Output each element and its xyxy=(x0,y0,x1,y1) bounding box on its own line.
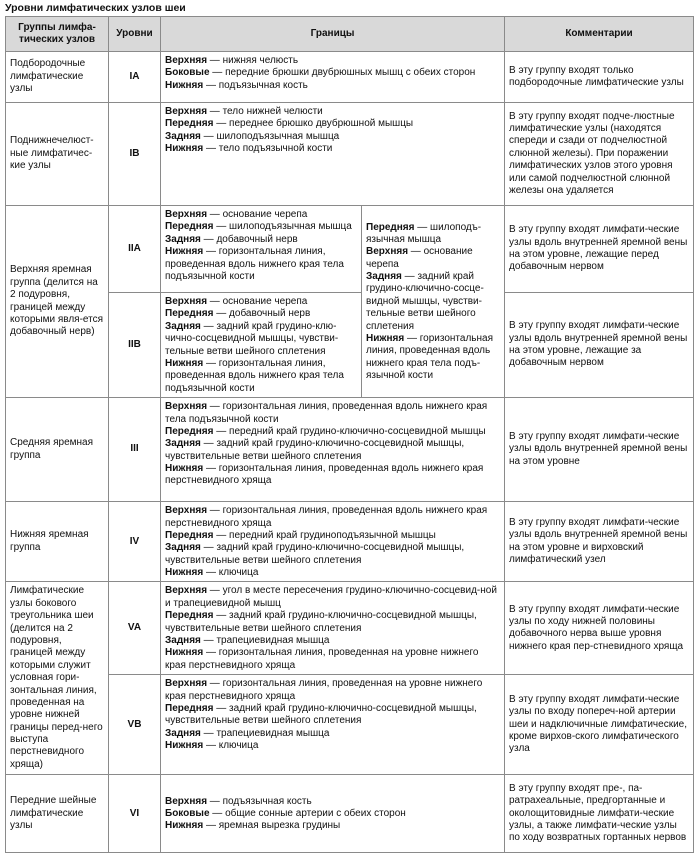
bounds-cell: Верхняя — угол в месте пересечения грудино-ключично-сосцевид-ной и трапециевидной мышц Передняя — задний край грудино-ключично-сосцевидной мышцы, чувствительные ветви шейного сплетения Задняя — трапециевидная мышца Нижняя — горизонтальная линия, проведенная на уровне нижнего края перстневидного хряща xyxy=(161,582,505,675)
comment-cell: В эту группу входят подче-люстные лимфатические узлы (находятся спереди и сзади от подчелюстной слюнной железы). При поражении лимфатических узлов этого уровня или самой подчелюстной слюнной железы она удаляется xyxy=(505,103,694,206)
table-row xyxy=(6,675,694,775)
comment-cell: В эту группу входят только подбородочные лимфатические узлы xyxy=(505,52,694,103)
group-cell: Верхняя яремная группа (делится на 2 подуровня, границей между которыми явля-ется добавочный нерв) xyxy=(6,206,109,398)
table-row xyxy=(6,206,694,293)
header-comments: Комментарии xyxy=(505,17,694,52)
level-cell: VA xyxy=(109,582,161,675)
comment-cell: В эту группу входят пре-, па-ратрахеальные, предгортанные и околощитовидные лимфати-ческие узлы, а также лимфати-ческие узлы по ходу возвратных гортанных нервов xyxy=(505,775,694,853)
shared-bounds-cell: Передняя — шилоподъ-язычная мышца Верхняя — основание черепа Задняя — задний край грудино-ключично-сосце-видной мышцы, чувстви-тельные ветви шейного сплетения Нижняя — горизонтальная линия, проведенная вдоль нижнего края тела подъ-язычной кости xyxy=(362,206,505,398)
level-cell: IIB xyxy=(109,293,161,398)
comment-cell: В эту группу входят лимфати-ческие узлы вдоль внутренней яремной вены на этом уровне xyxy=(505,398,694,502)
level-cell: VB xyxy=(109,675,161,775)
table-row xyxy=(6,398,694,502)
group-cell: Нижняя яремная группа xyxy=(6,502,109,582)
bounds-cell: Верхняя — горизонтальная линия, проведенная на уровне нижнего края перстневидного хряща Передняя — задний край грудино-ключично-сосцевидной мышцы, чувствительные ветви шейного сплетения Задняя — трапециевидная мышца Нижняя — ключица xyxy=(161,675,505,775)
level-cell: VI xyxy=(109,775,161,853)
table-row xyxy=(6,502,694,582)
table-row xyxy=(6,775,694,853)
group-cell: Передние шейные лимфатические узлы xyxy=(6,775,109,853)
table-row xyxy=(6,582,694,675)
bounds-cell: Верхняя — тело нижней челюсти Передняя — переднее брюшко двубрюшной мышцы Задняя — шилоподъязычная мышца Нижняя — тело подъязычной кости xyxy=(161,103,505,206)
table-row xyxy=(6,103,694,206)
group-cell: Средняя яремная группа xyxy=(6,398,109,502)
bounds-cell: Верхняя — основание черепа Передняя — шилоподъязычная мышца Задняя — добавочный нерв Нижняя — горизонтальная линия, проведенная вдоль нижнего края тела подъязычной кости xyxy=(161,206,362,293)
comment-cell: В эту группу входят лимфати-ческие узлы вдоль внутренней яремной вены на этом уровне, лежащие перед добавочным нервом xyxy=(505,206,694,293)
comment-cell: В эту группу входят лимфати-ческие узлы вдоль внутренней яремной вены на этом уровне и вирховский лимфатический узел xyxy=(505,502,694,582)
table-row xyxy=(6,52,694,103)
group-cell: Поднижнечелюст-ные лимфатичес-кие узлы xyxy=(6,103,109,206)
level-cell: IV xyxy=(109,502,161,582)
bounds-cell: Верхняя — основание черепа Передняя — добавочный нерв Задняя — задний край грудино-клю-чично-сосцевидной мышцы, чувстви-тельные ветви шейного сплетения Нижняя — горизонтальная линия, проведенная вдоль нижнего края тела подъязычной кости xyxy=(161,293,362,398)
lymph-node-levels-table xyxy=(5,16,694,853)
group-cell: Лимфатические узлы бокового треугольника шеи (делится на 2 подуровня, границей между которыми служит условная гори-зонтальная линия, проведенная на уровне нижней границы перед-него выступа перстневидного хряща) xyxy=(6,582,109,775)
table-row xyxy=(6,293,694,398)
bounds-cell: Верхняя — горизонтальная линия, проведенная вдоль нижнего края перстневидного хряща Передняя — передний край грудиноподъязычной мышцы Задняя — задний край грудино-ключично-сосцевидной мышцы, чувствительные ветви шейного сплетения Нижняя — ключица xyxy=(161,502,505,582)
comment-cell: В эту группу входят лимфати-ческие узлы по ходу нижней половины добавочного нерва выше уровня нижнего края пер-стневидного хряща xyxy=(505,582,694,675)
level-cell: IA xyxy=(109,52,161,103)
table-header-row xyxy=(6,17,694,52)
comment-cell: В эту группу входят лимфати-ческие узлы вдоль внутренней яремной вены на этом уровне, лежащие за добавочным нервом xyxy=(505,293,694,398)
level-cell: IB xyxy=(109,103,161,206)
level-cell: III xyxy=(109,398,161,502)
level-cell: IIA xyxy=(109,206,161,293)
header-boundaries: Границы xyxy=(161,17,505,52)
comment-cell: В эту группу входят лимфати-ческие узлы по входу попереч-ной артерии шеи и надключичные лимфатические, кроме вирхов-ского лимфатического узла xyxy=(505,675,694,775)
header-groups: Группы лимфа-тических узлов xyxy=(6,17,109,52)
bounds-cell: Верхняя — нижняя челюсть Боковые — передние брюшки двубрюшных мышц с обеих сторон Нижняя — подъязычная кость xyxy=(161,52,505,103)
bounds-cell: Верхняя — горизонтальная линия, проведенная вдоль нижнего края тела подъязычной кости Передняя — передний край грудино-ключично-сосцевидной мышцы Задняя — задний край грудино-ключично-сосцевидной мышцы, чувствительные ветви шейного сплетения Нижняя — горизонтальная линия, проведенная вдоль нижнего края перстневидного хряща xyxy=(161,398,505,502)
page-title: Уровни лимфатических узлов шеи xyxy=(5,2,186,14)
group-cell: Подбородочные лимфатические узлы xyxy=(6,52,109,103)
bounds-cell: Верхняя — подъязычная кость Боковые — общие сонные артерии с обеих сторон Нижняя — яремная вырезка грудины xyxy=(161,775,505,853)
header-levels: Уровни xyxy=(109,17,161,52)
